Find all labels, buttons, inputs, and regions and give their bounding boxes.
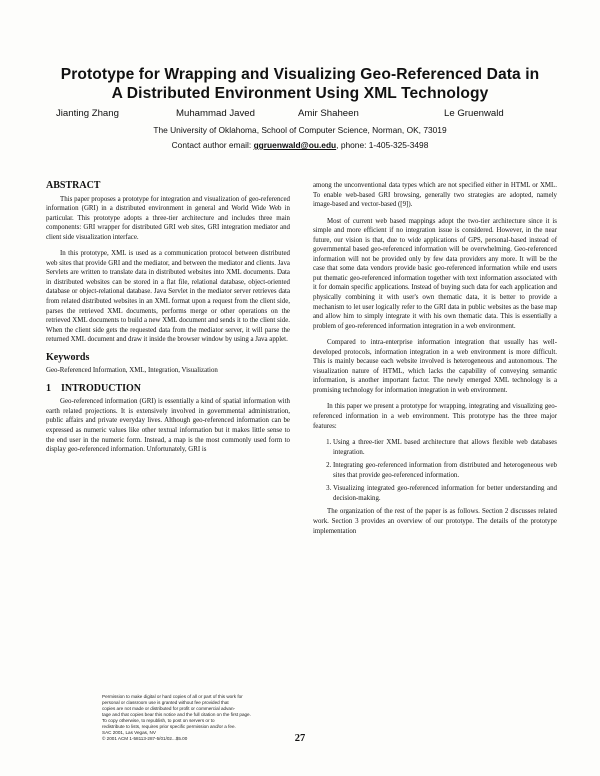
right-paragraph-3: Compared to intra-enterprise information integration that usually has well-developed protocols, information integration in a web environment is more difficult. This is mainly because each website involved is heterogeneous and autonomous. The visualization nature of HTML, which lacks the capability of conveying semantic information, is another important factor. The newly emerged XML technology is a promising technology for information integration in web environment. [313,339,557,394]
abstract-paragraph-2: In this prototype, XML is used as a communication protocol between distributed web sites that provide GRI and the mediator, and between the mediator and clients. Java Servlets are written to translate data in distributed websites into XML documents. Data in distributed websites can be stored in a flat file, relational database, object-oriented database or object-relational database. Java Servlet in the mediator server retrieves data from related distributed websites in an XML format upon a request from the client side, parses the retrieved XML documents, performs merge or other operations on the retrieved XML documents to build a new XML document and sends it to the client side. When the client side gets the requested data from the mediator server, it will parse the returned XML document and draw it inside the browser window by using a Java applet. [46,250,290,344]
affiliation: The University of Oklahoma, School of Computer Science, Norman, OK, 73019 [153,125,447,135]
section-number: 1 [46,382,51,394]
introduction-heading [46,384,290,394]
right-paragraph-2: Most of current web based mappings adopt the two-tier architecture since it is simple and more efficient if no integration issue is considered. However, in the near future, our vision is that, due to wide applications of GPS, personal-based instead of governmental based geo-referenced information will be overwhelming. Geo-referenced information will not be provided only by few data providers any more. It will be the case that some data vendors provide basic geo-referenced information while end users put thematic geo-referenced information together with text information associated with it for domain specific applications. Instead of buying such data for each application and physically combining it with user's own thematic data, it is better to provide a mechanism to let user logically refer to the GRI data in public websites as the base map and allow him to simply integrate it with his own thematic data. This is essentially a problem of geo-referenced information integration in a web environment. [313,217,557,330]
section-title: INTRODUCTION [61,382,142,394]
copyright-line: tage and that copies bear this notice and the full citation on the first page. [102,712,251,717]
author-list [0,108,600,122]
keywords-text: Geo-Referenced Information, XML, Integration, Visualization [46,367,218,375]
feature-list [313,438,557,503]
author-4: Le Gruenwald [444,108,504,119]
contact-line [0,140,600,150]
paper-title-line-1: Prototype for Wrapping and Visualizing Geo-Referenced Data in [60,66,540,83]
copyright-line: redistribute to lists, requires prior specific permission and/or a fee. [102,724,236,729]
contact-label: Contact author email: [171,140,252,150]
introduction-paragraph-1: Geo-referenced information (GRI) is essentially a kind of spatial information with earth related projections. It is extensively involved in governmental administration, public affairs and private everyday lives. Although geo-referenced information can be expressed as numeric values like other textual information but it makes little sense to the end user in the numeric form. Instead, a map is the most commonly used form to display geo-referenced information. Unfortunately, GRI is [46,398,290,454]
copyright-line: personal or classroom use is granted without fee provided that [102,700,229,705]
right-paragraph-4: In this paper we present a prototype for wrapping, integrating and visualizing geo-referenced information in a web environment. This prototype has the three major features: [313,403,557,430]
paper-title-line-2: A Distributed Environment Using XML Technology [111,85,489,102]
abstract-paragraph-1: This paper proposes a prototype for integration and visualization of geo-referenced information (GRI) in a distributed environment in general and World Wide Web in particular. This prototype adopts a three-tier architecture and includes three main components: GRI wrapper for distributed GRI web sites, GRI integration mediator and client side visualization interface. [46,195,290,241]
left-column [46,181,290,462]
copyright-line: To copy otherwise, to republish, to post on servers or to [102,718,215,723]
copyright-line: SAC 2001, Las Vegas, NV [102,730,156,735]
author-3: Amir Shaheen [298,108,359,119]
contact-email-link[interactable]: ggruenwald@ou.edu [253,140,337,150]
author-1: Jianting Zhang [56,108,119,119]
list-item: 3. Visualizing integrated geo-referenced information for better understanding and decision-making. [333,484,557,503]
list-item: 1. Using a three-tier XML based architecture that allows flexible web databases integration. [333,438,557,457]
abstract-heading: ABSTRACT [46,180,101,191]
right-column [313,181,557,543]
copyright-line: Permission to make digital or hard copies of all or part of this work for [102,694,243,699]
right-paragraph-5: The organization of the rest of the paper is as follows. Section 2 discusses related work. Section 3 provides an overview of our prototype. The details of the prototype implementation [313,508,557,535]
page-number: 27 [294,733,306,744]
copyright-line: © 2001 ACM 1-58113-287-5/01/02...$5.00 [102,736,188,741]
right-paragraph-1: among the unconventional data types which are not specified either in HTML or XML. To enable web-based GRI browsing, generally two strategies are adopted, namely image-based and vector-based ([9]). [313,182,557,209]
copyright-line: copies are not made or distributed for profit or commercial advan- [102,706,236,711]
list-item: 2. Integrating geo-referenced information from distributed and heterogeneous web sites that provide geo-referenced information. [333,461,557,480]
author-2: Muhammad Javed [176,108,255,119]
keywords-heading: Keywords [46,351,90,363]
contact-phone: , phone: 1-405-325-3498 [336,140,429,150]
